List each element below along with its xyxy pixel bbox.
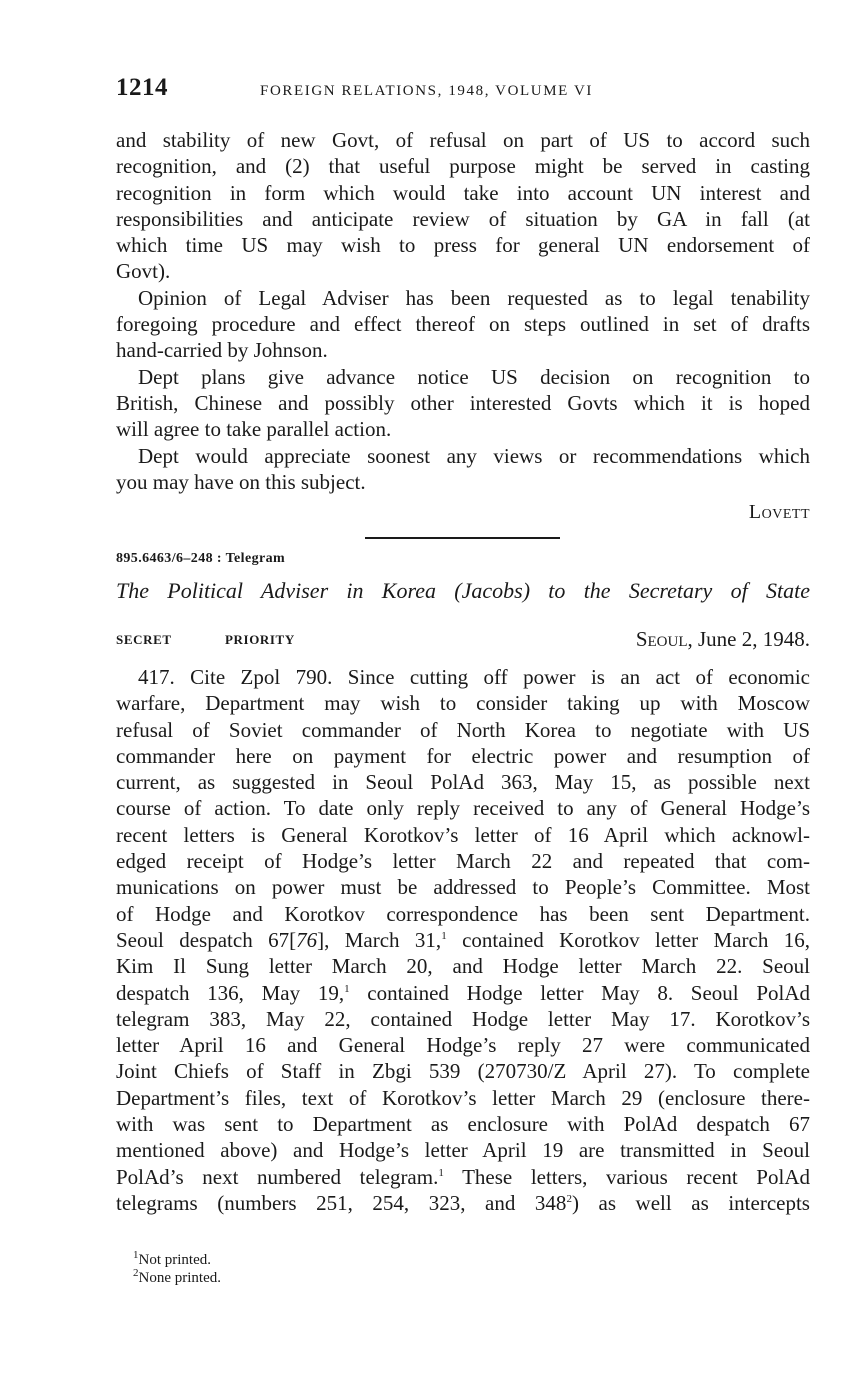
- text-line: which time US may wish to press for general UN endorsement of: [116, 233, 810, 258]
- text-line: British, Chinese and possibly other interested Govts which it is hoped: [116, 390, 810, 415]
- text-line: recognition in form which would take into account UN interest and: [116, 180, 810, 205]
- text-span: despatch 136, May 19,: [116, 980, 345, 1005]
- dateline-place: Seoul: [635, 627, 688, 651]
- footnote: [133, 1269, 221, 1287]
- dateline: [636, 627, 810, 652]
- file-reference: 895.6463/6–248 : Telegram: [116, 551, 286, 566]
- text-span: ], March 31,: [317, 927, 442, 952]
- text-line: mentioned above) and Hodge’s letter April 19 are transmitted in Seoul: [116, 1138, 810, 1163]
- text-line: [116, 980, 810, 1006]
- text-line: course of action. To date only reply received to any of General Hodge’s: [116, 796, 810, 821]
- text-line: Department’s files, text of Korotkov’s letter March 29 (enclosure there-: [116, 1085, 810, 1110]
- text-line: Dept would appreciate soonest any views or recommendations which: [138, 443, 810, 468]
- dateline-date: , June 2, 1948.: [687, 627, 810, 651]
- telegram-body: [116, 664, 810, 1216]
- text-span: contained Korotkov letter March 16,: [446, 927, 810, 952]
- text-span: ) as well as intercepts: [571, 1190, 810, 1215]
- text-line: of Hodge and Korotkov correspondence has been sent Department.: [116, 901, 810, 926]
- page-number: 1214: [116, 74, 168, 101]
- text-line: Govt).: [116, 259, 171, 284]
- footnotes: [133, 1251, 221, 1287]
- text-line: commander here on payment for electric power and resumption of: [116, 743, 810, 768]
- text-span: PolAd’s next numbered telegram.: [116, 1164, 439, 1189]
- footnote-mark: 2: [566, 1192, 572, 1205]
- footnote: [133, 1251, 221, 1269]
- text-line: munications on power must be addressed to People’s Committee. Most: [116, 875, 810, 900]
- page-header: [116, 74, 810, 108]
- footnote-text: Not printed.: [138, 1252, 211, 1268]
- prior-document-text: [116, 127, 810, 495]
- signature: Lovett: [748, 501, 810, 523]
- text-line: responsibilities and anticipate review of situation by GA in fall (at: [116, 206, 810, 231]
- text-line: telegram 383, May 22, contained Hodge letter May 17. Korotkov’s: [116, 1006, 810, 1031]
- text-line: with was sent to Department as enclosure with PolAd despatch 67: [116, 1112, 810, 1137]
- text-line: [116, 1190, 810, 1216]
- text-line: refusal of Soviet commander of North Korea to negotiate with US: [116, 717, 810, 742]
- classification-label: SECRET: [116, 632, 172, 647]
- footnote-mark: 1: [133, 1249, 139, 1261]
- section-divider: [365, 537, 560, 539]
- text-line: warfare, Department may wish to consider taking up with Moscow: [116, 691, 810, 716]
- text-line: Kim Il Sung letter March 20, and Hodge letter March 22. Seoul: [116, 954, 810, 979]
- text-line: Dept plans give advance notice US decision on recognition to: [138, 364, 810, 389]
- footnote-text: None printed.: [138, 1270, 221, 1286]
- footnote-mark: 1: [441, 929, 447, 942]
- text-line: you may have on this subject.: [116, 469, 366, 494]
- text-line: current, as suggested in Seoul PolAd 363, May 15, as possible next: [116, 770, 810, 795]
- footnote-mark: 1: [344, 982, 350, 995]
- text-line: Opinion of Legal Adviser has been requested as to legal tenability: [138, 285, 810, 310]
- text-line: recognition, and (2) that useful purpose might be served in casting: [116, 154, 810, 179]
- text-line: hand-carried by Johnson.: [116, 338, 328, 363]
- priority-label: PRIORITY: [225, 632, 295, 647]
- text-line: 417. Cite Zpol 790. Since cutting off power is an act of economic: [138, 665, 810, 689]
- text-line: will agree to take parallel action.: [116, 417, 392, 442]
- text-line: [116, 1164, 810, 1190]
- text-span: Seoul despatch 67[: [116, 927, 297, 952]
- footnote-mark: 2: [133, 1267, 139, 1279]
- text-span-italic: 76: [296, 927, 318, 952]
- text-line: letter April 16 and General Hodge’s reply 27 were communicated: [116, 1033, 810, 1058]
- text-span: telegrams (numbers 251, 254, 323, and 348: [116, 1190, 567, 1215]
- footnote-mark: 1: [438, 1166, 444, 1179]
- text-line: foregoing procedure and effect thereof on steps outlined in set of drafts: [116, 312, 810, 337]
- text-line: recent letters is General Korotkov’s letter of 16 April which acknowl-: [116, 822, 810, 847]
- text-line: Joint Chiefs of Staff in Zbgi 539 (270730/Z April 27). To complete: [116, 1059, 810, 1084]
- text-span: These letters, various recent PolAd: [443, 1164, 810, 1189]
- text-line: and stability of new Govt, of refusal on part of US to accord such: [116, 128, 810, 152]
- text-line: edged receipt of Hodge’s letter March 22 and repeated that com-: [116, 849, 810, 874]
- text-span: contained Hodge letter May 8. Seoul PolAd: [349, 980, 810, 1005]
- document-title: The Political Adviser in Korea (Jacobs) to the Secretary of State: [116, 578, 810, 603]
- running-head: FOREIGN RELATIONS, 1948, VOLUME VI: [260, 83, 594, 99]
- text-line: [116, 927, 810, 953]
